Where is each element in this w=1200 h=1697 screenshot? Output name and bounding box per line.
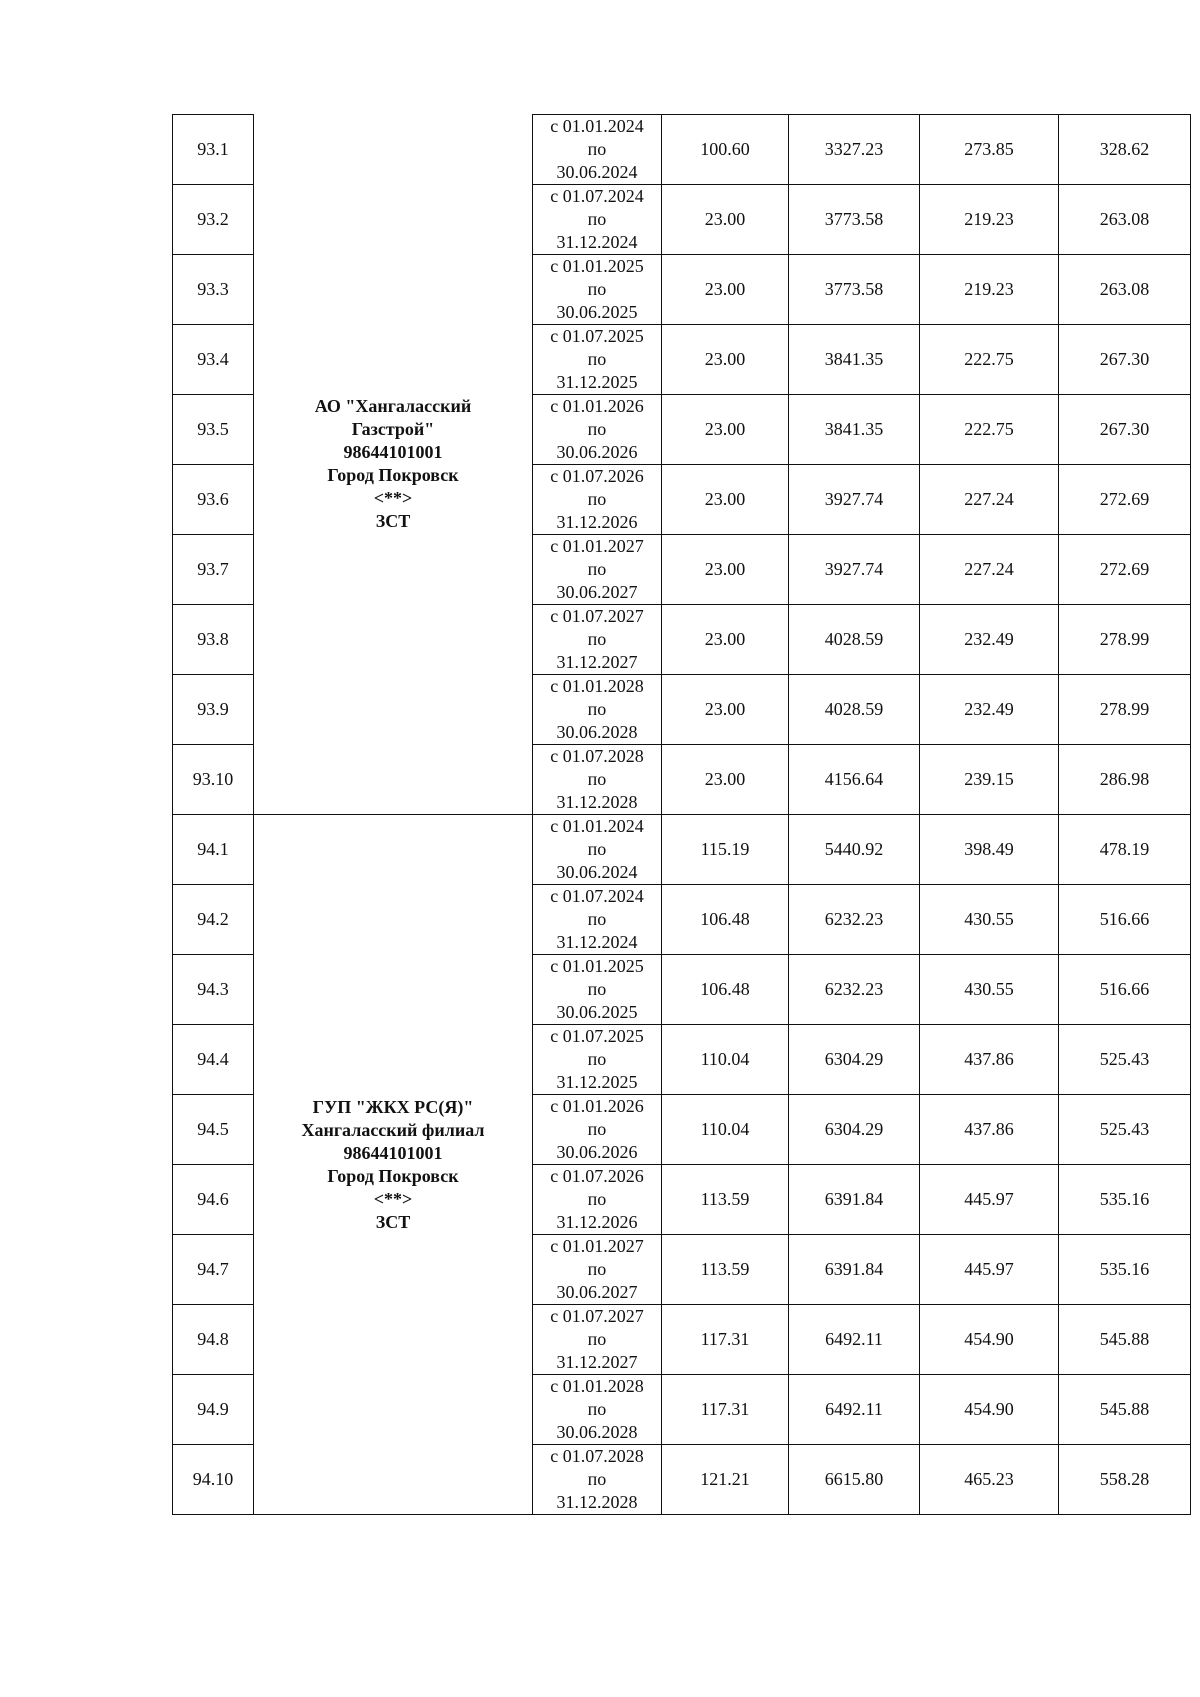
period-line: по <box>587 1259 607 1279</box>
value-cell-4: 558.28 <box>1059 1445 1191 1515</box>
period-line: по <box>587 1049 607 1069</box>
organization-cell <box>254 815 533 1515</box>
organization-cell <box>254 115 533 815</box>
organization-line: ГУП "ЖКХ РС(Я)" <box>312 1096 474 1117</box>
organization-line: 98644101001 <box>343 1142 443 1163</box>
period-cell <box>533 1375 662 1445</box>
period-line: с 01.01.2028 <box>550 676 644 696</box>
value-cell-4: 545.88 <box>1059 1375 1191 1445</box>
tariff-table <box>172 114 1191 1515</box>
organization-line: Город Покровск <box>327 1165 459 1186</box>
value-cell-1: 113.59 <box>662 1235 789 1305</box>
row-number-cell: 94.7 <box>173 1235 254 1305</box>
value-cell-2: 4028.59 <box>789 675 920 745</box>
value-cell-1: 23.00 <box>662 675 789 745</box>
period-line: 30.06.2025 <box>556 1002 638 1022</box>
period-line: 30.06.2024 <box>556 862 638 882</box>
value-cell-2: 3841.35 <box>789 395 920 465</box>
period-cell <box>533 1445 662 1515</box>
period-cell <box>533 185 662 255</box>
value-cell-4: 267.30 <box>1059 395 1191 465</box>
period-line: по <box>587 909 607 929</box>
row-number-cell: 93.8 <box>173 605 254 675</box>
period-line: по <box>587 419 607 439</box>
row-number-cell: 93.3 <box>173 255 254 325</box>
period-line: 31.12.2027 <box>556 652 638 672</box>
period-line: 31.12.2024 <box>556 932 638 952</box>
period-line: 31.12.2026 <box>556 1212 638 1232</box>
value-cell-3: 222.75 <box>920 325 1059 395</box>
period-line: с 01.01.2026 <box>550 396 644 416</box>
row-number-cell: 93.4 <box>173 325 254 395</box>
value-cell-2: 5440.92 <box>789 815 920 885</box>
value-cell-4: 267.30 <box>1059 325 1191 395</box>
value-cell-1: 110.04 <box>662 1095 789 1165</box>
period-line: с 01.07.2024 <box>550 886 644 906</box>
value-cell-3: 465.23 <box>920 1445 1059 1515</box>
period-line: по <box>587 209 607 229</box>
value-cell-2: 6391.84 <box>789 1165 920 1235</box>
value-cell-3: 219.23 <box>920 255 1059 325</box>
value-cell-4: 535.16 <box>1059 1165 1191 1235</box>
value-cell-3: 222.75 <box>920 395 1059 465</box>
value-cell-1: 23.00 <box>662 745 789 815</box>
period-line: по <box>587 559 607 579</box>
organization-line: Хангаласский филиал <box>301 1119 485 1140</box>
organization-line: АО "Хангаласский <box>314 396 472 417</box>
period-line: с 01.01.2024 <box>550 116 644 136</box>
row-number-cell: 93.6 <box>173 465 254 535</box>
value-cell-1: 23.00 <box>662 535 789 605</box>
organization-line: <**> <box>373 1188 413 1209</box>
period-line: 30.06.2026 <box>556 1142 638 1162</box>
period-line: с 01.07.2024 <box>550 186 644 206</box>
period-line: по <box>587 139 607 159</box>
period-line: с 01.01.2025 <box>550 256 644 276</box>
value-cell-3: 430.55 <box>920 885 1059 955</box>
tariff-table-body <box>173 115 1191 1515</box>
row-number-cell: 94.2 <box>173 885 254 955</box>
value-cell-3: 430.55 <box>920 955 1059 1025</box>
row-number-cell: 94.9 <box>173 1375 254 1445</box>
value-cell-4: 525.43 <box>1059 1095 1191 1165</box>
value-cell-2: 6232.23 <box>789 885 920 955</box>
period-line: по <box>587 839 607 859</box>
period-cell <box>533 955 662 1025</box>
row-number-cell: 94.4 <box>173 1025 254 1095</box>
row-number-cell: 94.1 <box>173 815 254 885</box>
value-cell-2: 6304.29 <box>789 1025 920 1095</box>
value-cell-2: 4156.64 <box>789 745 920 815</box>
value-cell-1: 23.00 <box>662 395 789 465</box>
value-cell-2: 6304.29 <box>789 1095 920 1165</box>
period-line: с 01.01.2027 <box>550 536 644 556</box>
period-cell <box>533 1235 662 1305</box>
period-cell <box>533 605 662 675</box>
value-cell-2: 3927.74 <box>789 535 920 605</box>
value-cell-4: 478.19 <box>1059 815 1191 885</box>
row-number-cell: 93.9 <box>173 675 254 745</box>
period-line: 31.12.2026 <box>556 512 638 532</box>
value-cell-4: 286.98 <box>1059 745 1191 815</box>
row-number-cell: 93.1 <box>173 115 254 185</box>
period-line: по <box>587 979 607 999</box>
value-cell-4: 263.08 <box>1059 185 1191 255</box>
period-line: по <box>587 349 607 369</box>
period-line: 31.12.2028 <box>556 1492 638 1512</box>
value-cell-4: 516.66 <box>1059 955 1191 1025</box>
period-line: с 01.01.2026 <box>550 1096 644 1116</box>
value-cell-1: 23.00 <box>662 465 789 535</box>
value-cell-4: 272.69 <box>1059 535 1191 605</box>
period-line: с 01.07.2028 <box>550 1446 644 1466</box>
period-line: 30.06.2028 <box>556 722 638 742</box>
period-cell <box>533 395 662 465</box>
value-cell-3: 445.97 <box>920 1235 1059 1305</box>
table-row <box>173 115 1191 185</box>
row-number-cell: 93.7 <box>173 535 254 605</box>
value-cell-1: 115.19 <box>662 815 789 885</box>
period-line: 31.12.2025 <box>556 1072 638 1092</box>
value-cell-1: 106.48 <box>662 885 789 955</box>
value-cell-4: 516.66 <box>1059 885 1191 955</box>
row-number-cell: 94.8 <box>173 1305 254 1375</box>
value-cell-4: 272.69 <box>1059 465 1191 535</box>
organization-line: ЗСТ <box>375 1211 411 1232</box>
value-cell-2: 3927.74 <box>789 465 920 535</box>
value-cell-4: 328.62 <box>1059 115 1191 185</box>
value-cell-3: 454.90 <box>920 1305 1059 1375</box>
value-cell-3: 232.49 <box>920 675 1059 745</box>
period-line: по <box>587 629 607 649</box>
period-line: 30.06.2025 <box>556 302 638 322</box>
period-line: 30.06.2028 <box>556 1422 638 1442</box>
value-cell-4: 278.99 <box>1059 675 1191 745</box>
period-line: с 01.07.2027 <box>550 1306 644 1326</box>
period-line: с 01.07.2028 <box>550 746 644 766</box>
period-line: по <box>587 279 607 299</box>
row-number-cell: 94.10 <box>173 1445 254 1515</box>
period-line: 31.12.2027 <box>556 1352 638 1372</box>
period-cell <box>533 675 662 745</box>
value-cell-2: 3841.35 <box>789 325 920 395</box>
period-line: с 01.07.2027 <box>550 606 644 626</box>
period-line: по <box>587 1469 607 1489</box>
period-cell <box>533 325 662 395</box>
value-cell-2: 6492.11 <box>789 1375 920 1445</box>
value-cell-1: 23.00 <box>662 185 789 255</box>
value-cell-4: 278.99 <box>1059 605 1191 675</box>
period-line: с 01.07.2026 <box>550 466 644 486</box>
period-line: по <box>587 1399 607 1419</box>
value-cell-1: 121.21 <box>662 1445 789 1515</box>
organization-line: <**> <box>373 488 413 509</box>
value-cell-2: 6615.80 <box>789 1445 920 1515</box>
value-cell-2: 3773.58 <box>789 255 920 325</box>
value-cell-1: 113.59 <box>662 1165 789 1235</box>
period-line: 31.12.2028 <box>556 792 638 812</box>
value-cell-4: 263.08 <box>1059 255 1191 325</box>
row-number-cell: 93.10 <box>173 745 254 815</box>
value-cell-3: 227.24 <box>920 465 1059 535</box>
row-number-cell: 93.2 <box>173 185 254 255</box>
period-cell <box>533 885 662 955</box>
period-line: по <box>587 1329 607 1349</box>
period-cell <box>533 535 662 605</box>
row-number-cell: 94.5 <box>173 1095 254 1165</box>
period-cell <box>533 1095 662 1165</box>
period-line: с 01.07.2025 <box>550 326 644 346</box>
value-cell-3: 239.15 <box>920 745 1059 815</box>
period-line: с 01.07.2026 <box>550 1166 644 1186</box>
value-cell-3: 273.85 <box>920 115 1059 185</box>
value-cell-1: 106.48 <box>662 955 789 1025</box>
period-cell <box>533 745 662 815</box>
period-cell <box>533 815 662 885</box>
period-cell <box>533 465 662 535</box>
value-cell-1: 100.60 <box>662 115 789 185</box>
period-line: с 01.01.2024 <box>550 816 644 836</box>
period-line: 30.06.2026 <box>556 442 638 462</box>
value-cell-1: 23.00 <box>662 605 789 675</box>
period-cell <box>533 1305 662 1375</box>
period-line: 30.06.2024 <box>556 162 638 182</box>
value-cell-2: 6232.23 <box>789 955 920 1025</box>
period-cell <box>533 1025 662 1095</box>
period-cell <box>533 115 662 185</box>
period-line: по <box>587 699 607 719</box>
value-cell-1: 23.00 <box>662 325 789 395</box>
value-cell-4: 545.88 <box>1059 1305 1191 1375</box>
row-number-cell: 94.3 <box>173 955 254 1025</box>
period-line: с 01.01.2028 <box>550 1376 644 1396</box>
period-line: с 01.07.2025 <box>550 1026 644 1046</box>
period-line: 30.06.2027 <box>556 1282 638 1302</box>
period-cell <box>533 255 662 325</box>
value-cell-1: 110.04 <box>662 1025 789 1095</box>
value-cell-4: 525.43 <box>1059 1025 1191 1095</box>
period-line: 31.12.2025 <box>556 372 638 392</box>
period-line: 30.06.2027 <box>556 582 638 602</box>
value-cell-2: 4028.59 <box>789 605 920 675</box>
period-line: по <box>587 489 607 509</box>
row-number-cell: 93.5 <box>173 395 254 465</box>
value-cell-1: 117.31 <box>662 1375 789 1445</box>
organization-line: Газстрой" <box>351 419 435 440</box>
value-cell-3: 219.23 <box>920 185 1059 255</box>
period-line: по <box>587 769 607 789</box>
value-cell-3: 227.24 <box>920 535 1059 605</box>
value-cell-1: 23.00 <box>662 255 789 325</box>
table-row <box>173 815 1191 885</box>
organization-line: ЗСТ <box>375 511 411 532</box>
period-line: по <box>587 1119 607 1139</box>
value-cell-3: 232.49 <box>920 605 1059 675</box>
value-cell-2: 6391.84 <box>789 1235 920 1305</box>
value-cell-3: 437.86 <box>920 1095 1059 1165</box>
value-cell-2: 3327.23 <box>789 115 920 185</box>
organization-line: 98644101001 <box>343 442 443 463</box>
period-cell <box>533 1165 662 1235</box>
period-line: по <box>587 1189 607 1209</box>
organization-line: Город Покровск <box>327 465 459 486</box>
value-cell-1: 117.31 <box>662 1305 789 1375</box>
row-number-cell: 94.6 <box>173 1165 254 1235</box>
value-cell-2: 6492.11 <box>789 1305 920 1375</box>
value-cell-3: 398.49 <box>920 815 1059 885</box>
period-line: с 01.01.2025 <box>550 956 644 976</box>
period-line: 31.12.2024 <box>556 232 638 252</box>
value-cell-3: 445.97 <box>920 1165 1059 1235</box>
value-cell-3: 454.90 <box>920 1375 1059 1445</box>
value-cell-2: 3773.58 <box>789 185 920 255</box>
period-line: с 01.01.2027 <box>550 1236 644 1256</box>
value-cell-4: 535.16 <box>1059 1235 1191 1305</box>
value-cell-3: 437.86 <box>920 1025 1059 1095</box>
